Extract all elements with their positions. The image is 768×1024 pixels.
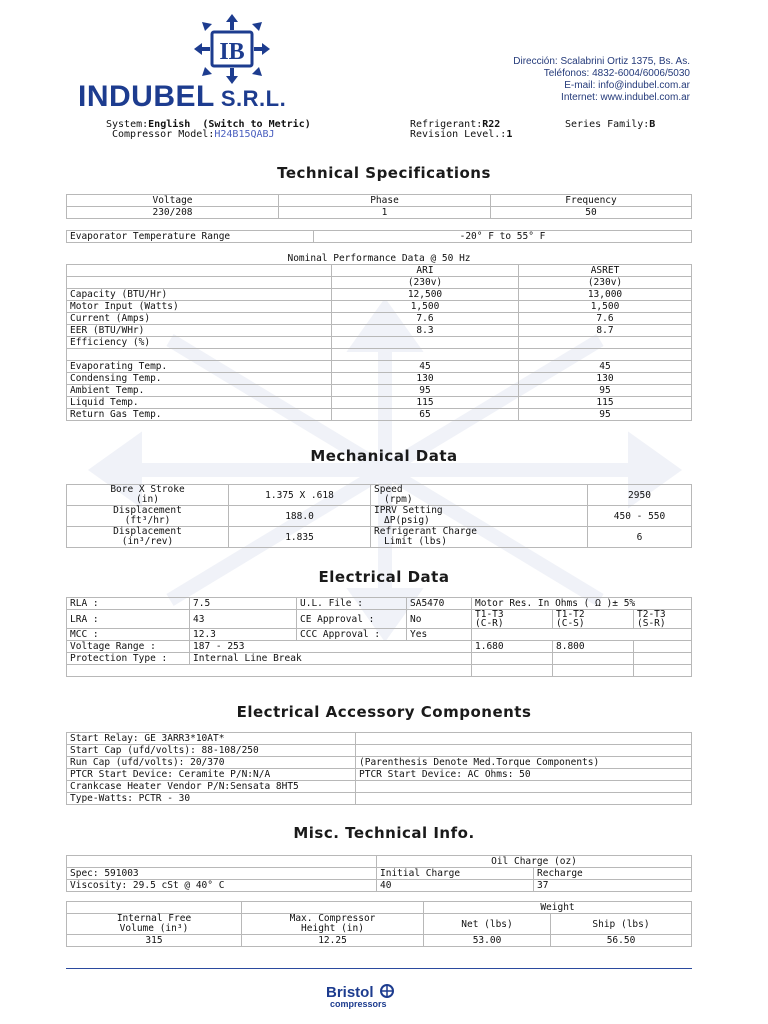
table-row bbox=[67, 349, 692, 361]
performance-table: ARI ASRET (230v) (230v) Capacity (BTU/Hr) 12,500 13,000 Motor Input (Watts) 1,500 1,500 Current (Amps) 7.6 7.6 EER (BTU/WHr) 8.3 8.7 Efficiency (%) Evaporating Temp. 45 45 Condensing Temp. 130 130 Ambient Temp. 95 95 Liquid Temp. 115 115 Return Gas Temp. 65 95 bbox=[66, 264, 692, 421]
perf-ari bbox=[332, 349, 519, 361]
perf-label: Evaporating Temp. bbox=[67, 361, 332, 373]
switch-metric-link[interactable]: (Switch to Metric) bbox=[202, 119, 311, 130]
perf-ari bbox=[332, 337, 519, 349]
table-row bbox=[67, 313, 692, 325]
mech-label-right: Refrigerant Charge Limit (lbs) bbox=[371, 527, 588, 548]
perf-ari: 45 bbox=[332, 361, 519, 373]
perf-asret bbox=[519, 337, 692, 349]
logo-letters: IB bbox=[219, 39, 245, 65]
perf-asret: 13,000 bbox=[519, 289, 692, 301]
evaporator-range-table: Evaporator Temperature Range -20° F to 55° F bbox=[66, 230, 692, 243]
oil-table: Oil Charge (oz) Spec: 591003 Initial Charge Recharge Viscosity: 29.5 cSt @ 40° C 40 37 bbox=[66, 855, 692, 892]
footer-divider bbox=[66, 968, 692, 969]
perf-asret: 8.7 bbox=[519, 325, 692, 337]
table-row bbox=[67, 397, 692, 409]
perf-asret: 95 bbox=[519, 385, 692, 397]
perf-asret: 7.6 bbox=[519, 313, 692, 325]
mech-value: 1.835 bbox=[229, 527, 371, 548]
perf-ari: 8.3 bbox=[332, 325, 519, 337]
perf-label: Liquid Temp. bbox=[67, 397, 332, 409]
mech-value: 1.375 X .618 bbox=[229, 485, 371, 506]
misc-title: Misc. Technical Info. bbox=[293, 824, 475, 842]
mechanical-title: Mechanical Data bbox=[310, 447, 458, 465]
perf-label: Condensing Temp. bbox=[67, 373, 332, 385]
acc-left: PTCR Start Device: Ceramite P/N:N/A bbox=[67, 769, 356, 781]
acc-right bbox=[356, 793, 692, 805]
table-row bbox=[67, 361, 692, 373]
mech-label: Displacement (in³/rev) bbox=[67, 527, 229, 548]
perf-asret: 1,500 bbox=[519, 301, 692, 313]
perf-label bbox=[67, 349, 332, 361]
table-row bbox=[67, 793, 692, 805]
electrical-table: RLA : 7.5 U.L. File : SA5470 Motor Res. In Ohms ( Ω )± 5% LRA : 43 CE Approval : No T1-T3 (C-R) T1-T2 (C-S) T2-T3 (S-R) MCC : 12.3 CCC Approval : Yes Voltage Range : 187 - 253 1.680 8.800 Protection Type : Internal Line Break bbox=[66, 597, 692, 677]
revision-line: Revision Level.:1 bbox=[410, 129, 513, 140]
table-row bbox=[67, 506, 692, 527]
table-row bbox=[67, 781, 692, 793]
perf-label: Ambient Temp. bbox=[67, 385, 332, 397]
perf-ari: 7.6 bbox=[332, 313, 519, 325]
table-row bbox=[67, 325, 692, 337]
acc-left: Type-Watts: PCTR - 30 bbox=[67, 793, 356, 805]
table-row bbox=[67, 745, 692, 757]
table-row bbox=[67, 373, 692, 385]
contact-address: Dirección: Scalabrini Ortiz 1375, Bs. As. bbox=[513, 56, 690, 67]
table-row bbox=[67, 733, 692, 745]
perf-asret: 130 bbox=[519, 373, 692, 385]
series-line: Series Family:B bbox=[565, 119, 656, 130]
perf-label: Return Gas Temp. bbox=[67, 409, 332, 421]
mechanical-table bbox=[66, 484, 692, 548]
perf-label: Motor Input (Watts) bbox=[67, 301, 332, 313]
weight-table: Weight Internal Free Volume (in³) Max. Compressor Height (in) Net (lbs) Ship (lbs) 315 12.25 53.00 56.50 bbox=[66, 901, 692, 947]
mech-value: 188.0 bbox=[229, 506, 371, 527]
table-row bbox=[67, 289, 692, 301]
accessory-table bbox=[66, 732, 692, 805]
voltage-phase-frequency-table: Voltage Phase Frequency 230/208 1 50 bbox=[66, 194, 692, 219]
perf-asret: 115 bbox=[519, 397, 692, 409]
table-row bbox=[67, 527, 692, 548]
mech-value-right: 450 - 550 bbox=[588, 506, 692, 527]
system-line: System:English (Switch to Metric) bbox=[106, 119, 311, 130]
perf-ari: 115 bbox=[332, 397, 519, 409]
acc-right bbox=[356, 781, 692, 793]
contact-block bbox=[470, 56, 690, 104]
model-line: Compressor Model:H24B15QABJ bbox=[112, 129, 275, 140]
perf-label: Capacity (BTU/Hr) bbox=[67, 289, 332, 301]
perf-ari: 130 bbox=[332, 373, 519, 385]
bristol-mark-icon bbox=[378, 984, 396, 998]
electrical-title: Electrical Data bbox=[318, 568, 450, 586]
perf-ari: 12,500 bbox=[332, 289, 519, 301]
acc-left: Start Cap (ufd/volts): 88-108/250 bbox=[67, 745, 356, 757]
mech-value-right: 6 bbox=[588, 527, 692, 548]
acc-left: Start Relay: GE 3ARR3*10AT* bbox=[67, 733, 356, 745]
perf-ari: 95 bbox=[332, 385, 519, 397]
indubel-mark-icon bbox=[190, 14, 274, 84]
table-row bbox=[67, 409, 692, 421]
accessory-title: Electrical Accessory Components bbox=[236, 703, 532, 721]
perf-label: Current (Amps) bbox=[67, 313, 332, 325]
table-row bbox=[67, 757, 692, 769]
perf-asret: 45 bbox=[519, 361, 692, 373]
perf-ari: 65 bbox=[332, 409, 519, 421]
perf-ari: 1,500 bbox=[332, 301, 519, 313]
model-link[interactable]: H24B15QABJ bbox=[214, 129, 275, 140]
acc-left: Run Cap (ufd/volts): 20/370 bbox=[67, 757, 356, 769]
contact-website: Internet: www.indubel.com.ar bbox=[561, 92, 690, 103]
tech-spec-title: Technical Specifications bbox=[277, 164, 491, 182]
mech-label: Displacement (ft³/hr) bbox=[67, 506, 229, 527]
perf-label: Efficiency (%) bbox=[67, 337, 332, 349]
performance-caption: Nominal Performance Data @ 50 Hz bbox=[287, 253, 471, 264]
bristol-logo: Bristol compressors bbox=[326, 984, 396, 1009]
table-row bbox=[67, 769, 692, 781]
refrigerant-line: Refrigerant:R22 bbox=[410, 119, 501, 130]
mech-label-right: IPRV Setting ΔP(psig) bbox=[371, 506, 588, 527]
contact-email: E-mail: info@indubel.com.ar bbox=[564, 80, 690, 91]
acc-right: PTCR Start Device: AC Ohms: 50 bbox=[356, 769, 692, 781]
perf-asret bbox=[519, 349, 692, 361]
table-row bbox=[67, 385, 692, 397]
acc-right: (Parenthesis Denote Med.Torque Components) bbox=[356, 757, 692, 769]
perf-asret: 95 bbox=[519, 409, 692, 421]
table-row bbox=[67, 337, 692, 349]
mech-label: Bore X Stroke (in) bbox=[67, 485, 229, 506]
acc-right bbox=[356, 745, 692, 757]
perf-label: EER (BTU/WHr) bbox=[67, 325, 332, 337]
mech-value-right: 2950 bbox=[588, 485, 692, 506]
company-logo bbox=[78, 14, 398, 113]
acc-right bbox=[356, 733, 692, 745]
table-row bbox=[67, 485, 692, 506]
acc-left: Crankcase Heater Vendor P/N:Sensata 8HT5 bbox=[67, 781, 356, 793]
contact-phones: Teléfonos: 4832-6004/6006/5030 bbox=[543, 68, 690, 79]
company-name: INDUBEL S.R.L. bbox=[78, 80, 287, 113]
mech-label-right: Speed (rpm) bbox=[371, 485, 588, 506]
table-row bbox=[67, 301, 692, 313]
